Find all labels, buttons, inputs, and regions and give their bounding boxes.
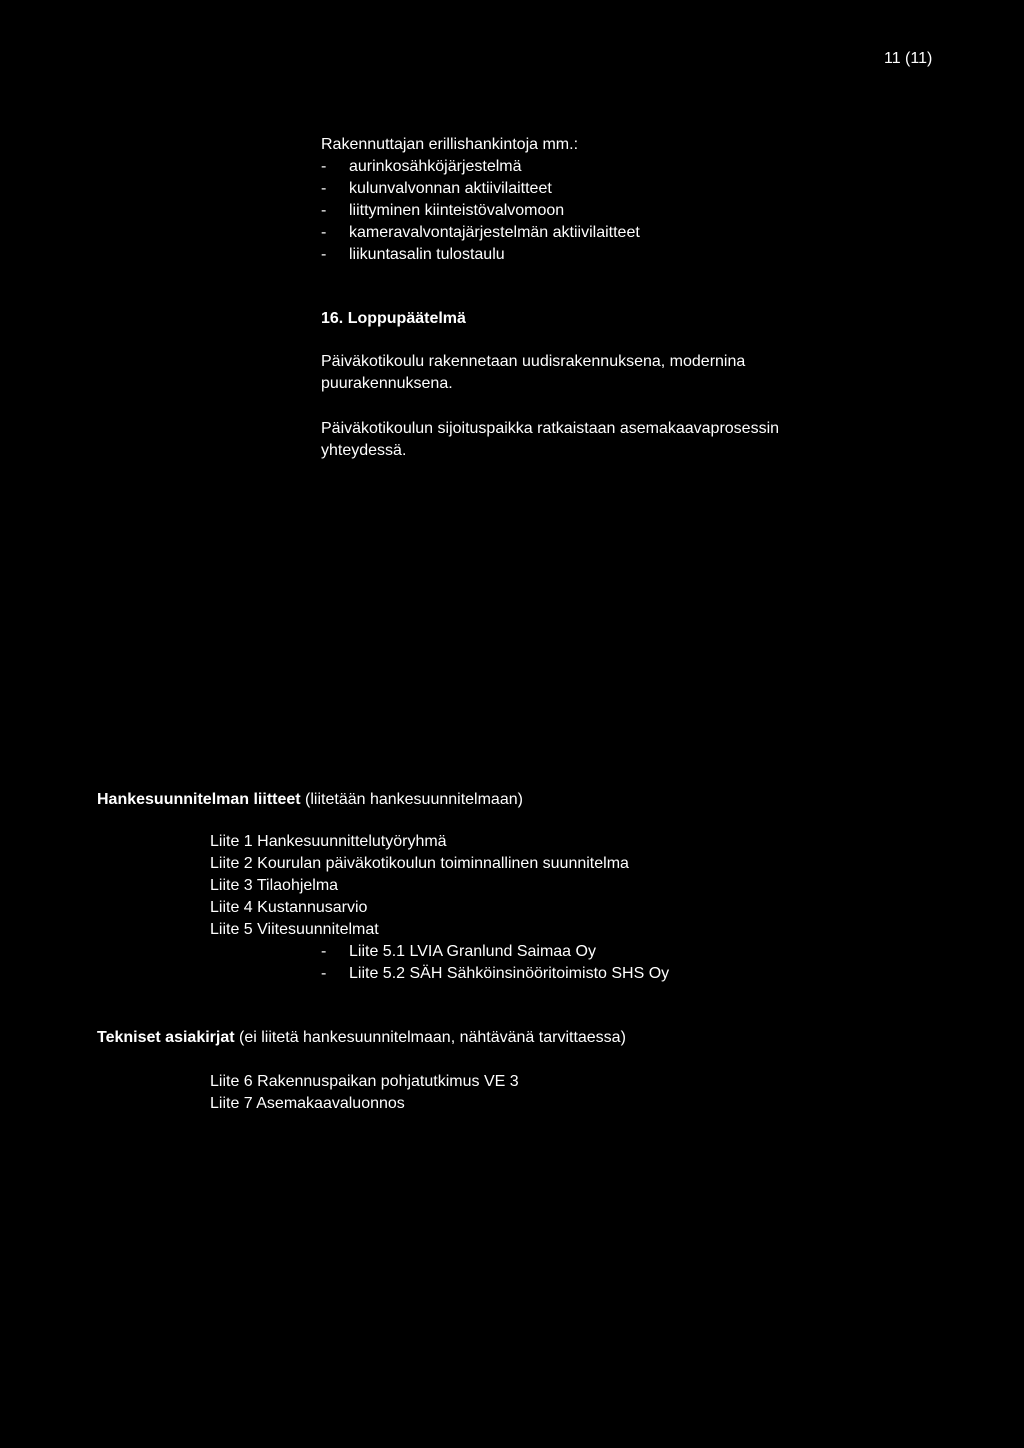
list-item: [321, 941, 669, 963]
bullet-dash: -: [321, 965, 327, 982]
list-item: Liite 5 Viitesuunnitelmat: [210, 921, 379, 938]
list-item-text: kameravalvontajärjestelmän aktiivilaitteet: [349, 224, 640, 241]
list-item: Liite 2 Kourulan päiväkotikoulun toiminnallinen suunnitelma: [210, 855, 629, 872]
list-item-text: Liite 5.1 LVIA Granlund Saimaa Oy: [349, 943, 596, 960]
list-item: Liite 6 Rakennuspaikan pohjatutkimus VE 3: [210, 1073, 519, 1090]
bullet-dash: -: [321, 943, 327, 960]
attachments-sublist: [321, 941, 669, 985]
paragraph-line: Päiväkotikoulun sijoituspaikka ratkaistaan asemakaavaprosessin: [321, 420, 780, 437]
list-item-text: kulunvalvonnan aktiivilaitteet: [349, 180, 552, 197]
paragraph: [321, 418, 779, 462]
attachments-heading-note: (liitetään hankesuunnitelmaan): [300, 791, 523, 808]
list-item: Liite 7 Asemakaavaluonnos: [210, 1095, 405, 1112]
list-item: [321, 178, 640, 200]
list-item-text: Liite 5.2 SÄH Sähköinsinööritoimisto SHS Oy: [349, 965, 670, 982]
list-item-text: liikuntasalin tulostaulu: [349, 246, 505, 263]
list-item-text: liittyminen kiinteistövalvomoon: [349, 202, 565, 219]
section-heading: 16. Loppupäätelmä: [321, 310, 466, 327]
bullet-dash: -: [321, 224, 327, 241]
attachments-heading: [97, 789, 523, 811]
list-item: [321, 222, 640, 244]
paragraph-line: Päiväkotikoulu rakennetaan uudisrakennuksena, modernina: [321, 353, 746, 370]
bullet-dash: -: [321, 158, 327, 175]
procurement-intro: Rakennuttajan erillishankintoja mm.:: [321, 136, 579, 153]
paragraph-line: yhteydessä.: [321, 442, 407, 459]
page-number: 11 (11): [884, 50, 933, 67]
technical-heading-note: (ei liitetä hankesuunnitelmaan, nähtävänä tarvittaessa): [234, 1029, 626, 1046]
technical-heading: [97, 1027, 626, 1049]
attachments-list: [210, 831, 629, 941]
bullet-dash: -: [321, 202, 327, 219]
list-item-text: aurinkosähköjärjestelmä: [349, 158, 522, 175]
technical-list: [210, 1071, 519, 1115]
bullet-dash: -: [321, 180, 327, 197]
attachments-heading-bold: Hankesuunnitelman liitteet: [97, 791, 301, 808]
technical-heading-bold: Tekniset asiakirjat: [97, 1029, 235, 1046]
list-item: Liite 3 Tilaohjelma: [210, 877, 339, 894]
paragraph-line: puurakennuksena.: [321, 375, 453, 392]
list-item: [321, 200, 640, 222]
list-item: Liite 4 Kustannusarvio: [210, 899, 368, 916]
list-item: [321, 244, 640, 266]
procurement-list: [321, 134, 640, 266]
list-item: Liite 1 Hankesuunnittelutyöryhmä: [210, 833, 447, 850]
list-item: [321, 963, 669, 985]
bullet-dash: -: [321, 246, 327, 263]
list-item: [321, 156, 640, 178]
paragraph: [321, 351, 745, 395]
